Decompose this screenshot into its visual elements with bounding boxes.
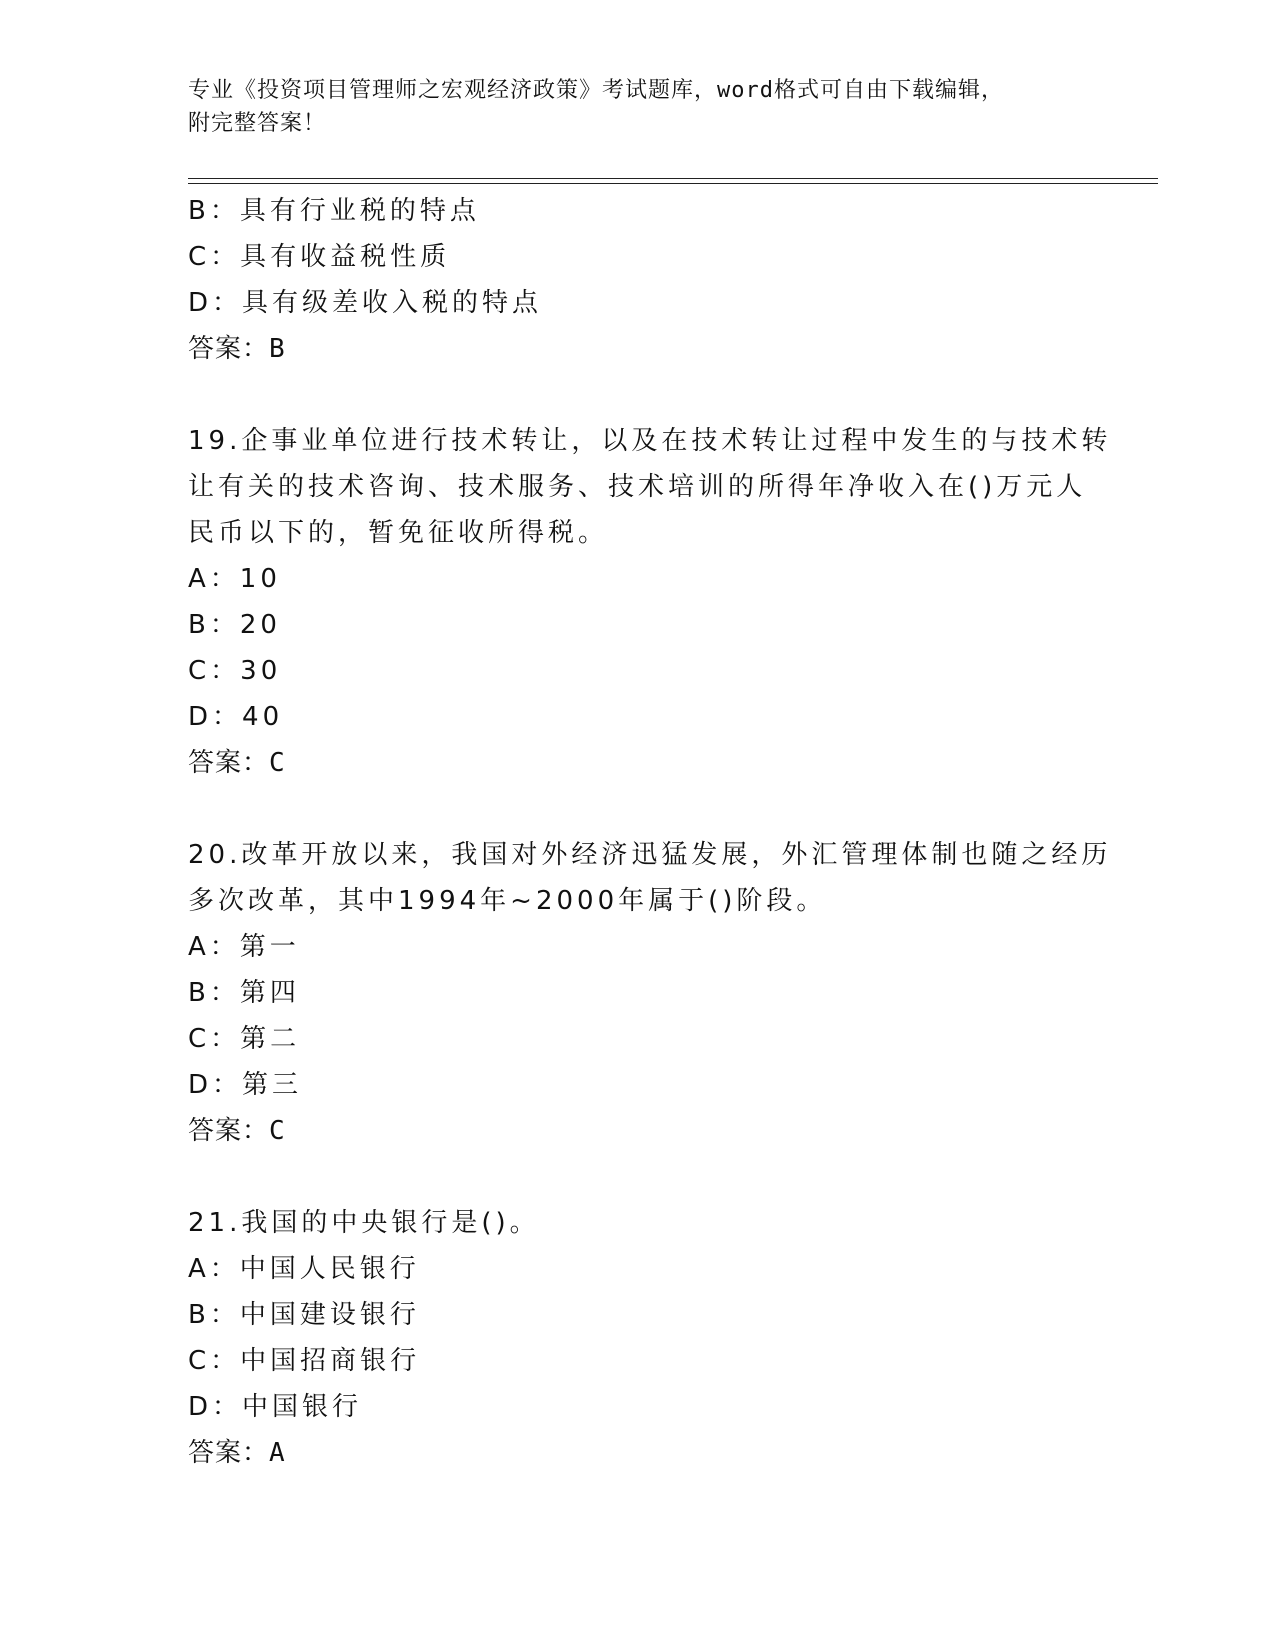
q21-option-d: D：中国银行: [188, 1392, 363, 1422]
spacer: [188, 372, 1088, 418]
q19-stem-line-1: 19.企事业单位进行技术转让，以及在技术转让过程中发生的与技术转: [188, 426, 1112, 456]
q20-stem-line-1: 20.改革开放以来，我国对外经济迅猛发展，外汇管理体制也随之经历: [188, 840, 1112, 870]
q19-option-d: D：40: [188, 702, 284, 732]
q19-stem-line-2: 让有关的技术咨询、技术服务、技术培训的所得年净收入在()万元人: [188, 472, 1087, 502]
question-21: [188, 1200, 1088, 1476]
q21-option-a: A：中国人民银行: [188, 1254, 420, 1284]
question-19: [188, 418, 1112, 786]
q19-stem-line-3: 民币以下的，暂免征收所得税。: [188, 518, 609, 548]
q21-answer: 答案：A: [188, 1438, 286, 1468]
header-line-2: 附完整答案！: [188, 111, 327, 136]
q21-stem-line-1: 21.我国的中央银行是()。: [188, 1208, 540, 1238]
question-list: [188, 188, 1112, 1476]
q19-option-a: A：10: [188, 564, 281, 594]
question-20: [188, 832, 1112, 1154]
q21-option-c: C：中国招商银行: [188, 1346, 421, 1376]
q18-option-b: B：具有行业税的特点: [188, 196, 480, 226]
q20-option-d: D：第三: [188, 1070, 303, 1100]
q20-stem-line-2: 多次改革，其中1994年~2000年属于()阶段。: [188, 886, 827, 916]
header-divider-bottom: [188, 183, 1158, 184]
header-divider-top: [188, 178, 1158, 179]
q20-option-c: C：第二: [188, 1024, 301, 1054]
q19-option-c: C：30: [188, 656, 282, 686]
spacer: [188, 1154, 1088, 1200]
q18-option-d: D：具有级差收入税的特点: [188, 288, 543, 318]
spacer: [188, 786, 1088, 832]
q18-answer: 答案：B: [188, 334, 286, 364]
document-header: [188, 74, 1088, 140]
q20-option-b: B：第四: [188, 978, 300, 1008]
q20-answer: 答案：C: [188, 1116, 286, 1146]
q19-option-b: B：20: [188, 610, 281, 640]
q20-option-a: A：第一: [188, 932, 300, 962]
q18-option-c: C：具有收益税性质: [188, 242, 451, 272]
q21-option-b: B：中国建设银行: [188, 1300, 420, 1330]
question-18: [188, 188, 1088, 372]
q19-answer: 答案：C: [188, 748, 286, 778]
header-line-1: 专业《投资项目管理师之宏观经济政策》考试题库，word格式可自由下载编辑，: [188, 78, 1004, 103]
